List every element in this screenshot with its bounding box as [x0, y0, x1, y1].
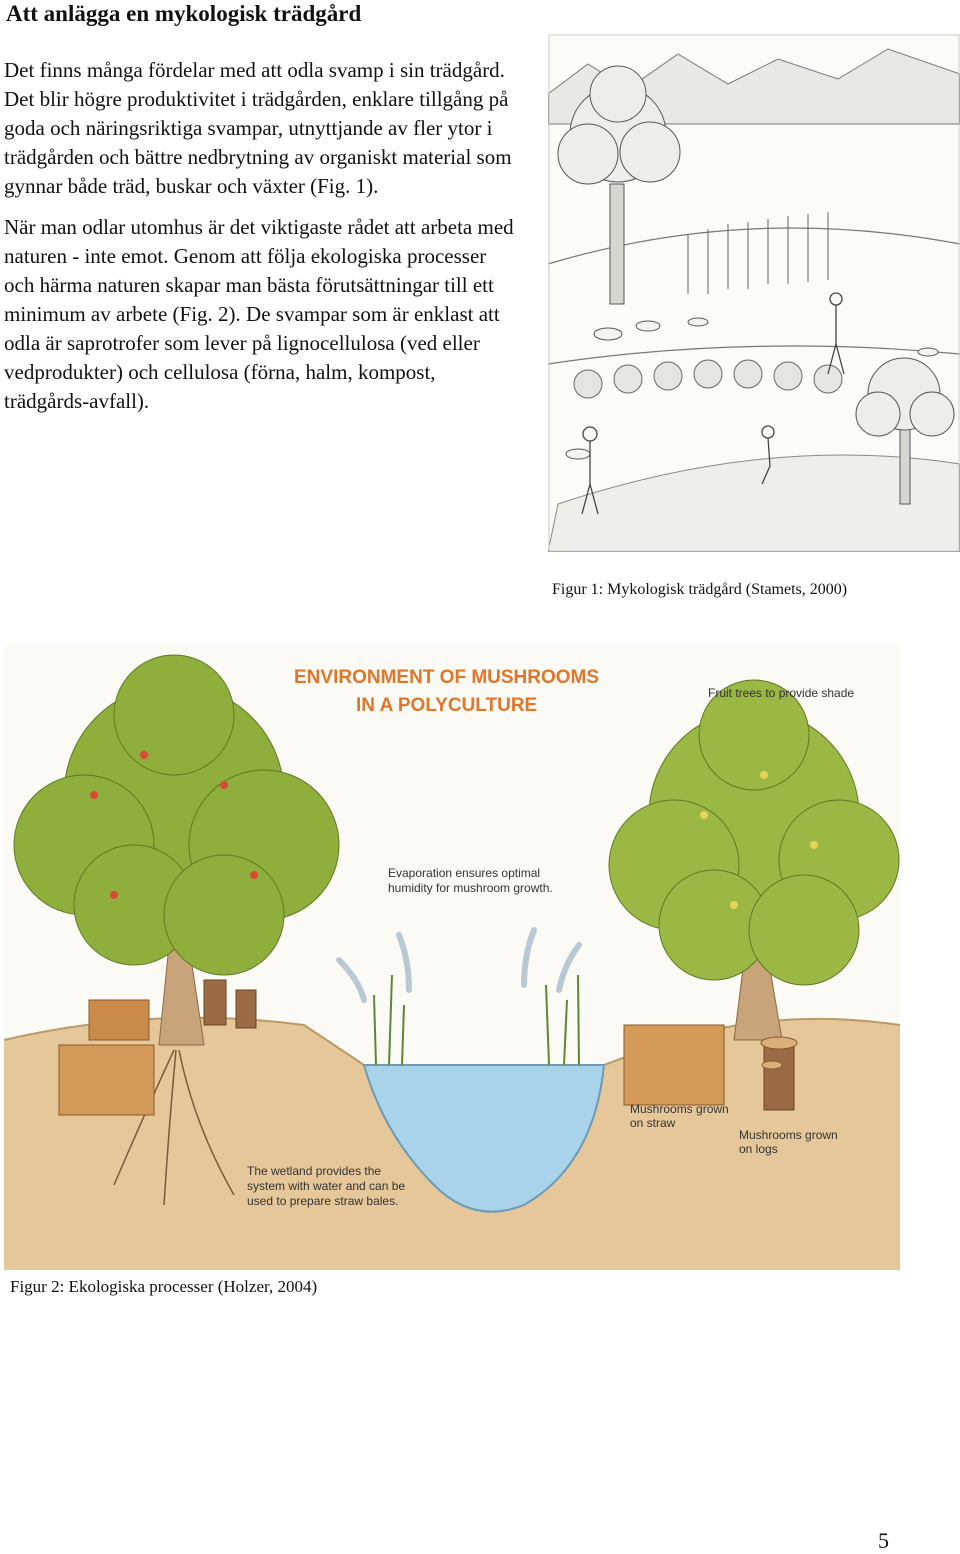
figure-1-garden-illustration: [548, 34, 960, 552]
label-wetland-line-1: The wetland provides the: [247, 1164, 382, 1178]
label-wetland-line-2: system with water and can be: [247, 1179, 406, 1193]
body-text: [4, 56, 519, 428]
label-wetland-line-3: used to prepare straw bales.: [247, 1194, 399, 1208]
figure-2-polyculture-illustration: [4, 645, 900, 1270]
label-logs-line-1: Mushrooms grown: [739, 1128, 838, 1142]
paragraph-2: När man odlar utomhus är det viktigaste rådet att arbeta med naturen - inte emot. Genom att följa ekologiska processer och härma naturen skapar man bästa förutsättningar till ett minimum av arbete (Fig. 2). De svampar som är enklast att odla är saprotrofer som lever på lignocellulosa (ved eller vedprodukter) och cellulosa (förna, halm, kompost, trädgårds-avfall).: [4, 215, 514, 413]
page-heading: Att anlägga en mykologisk trädgård: [6, 1, 362, 26]
label-fruit-trees: Fruit trees to provide shade: [708, 686, 855, 700]
label-logs-line-2: on logs: [739, 1142, 778, 1156]
label-evaporation-line-2: humidity for mushroom growth.: [388, 881, 553, 895]
label-straw-line-1: Mushrooms grown: [630, 1102, 729, 1116]
figure-1-caption: Figur 1: Mykologisk trädgård (Stamets, 2000): [552, 581, 848, 598]
figure-2-title-line-1: ENVIRONMENT OF MUSHROOMS: [294, 667, 600, 688]
figure-2-caption: Figur 2: Ekologiska processer (Holzer, 2004): [10, 1277, 318, 1296]
page-number: 5: [878, 1528, 889, 1553]
paragraph-1: Det finns många fördelar med att odla svamp i sin trädgård. Det blir högre produktivitet i trädgården, enklare tillgång på goda och näringsriktiga svampar, utnyttjande av fler ytor i trädgården och bättre nedbrytning av organiskt material som gynnar både träd, buskar och växter (Fig. 1).: [4, 58, 512, 198]
label-straw-line-2: on straw: [630, 1116, 676, 1130]
figure-2-title-line-2: IN A POLYCULTURE: [356, 695, 538, 716]
label-evaporation-line-1: Evaporation ensures optimal: [388, 866, 541, 880]
